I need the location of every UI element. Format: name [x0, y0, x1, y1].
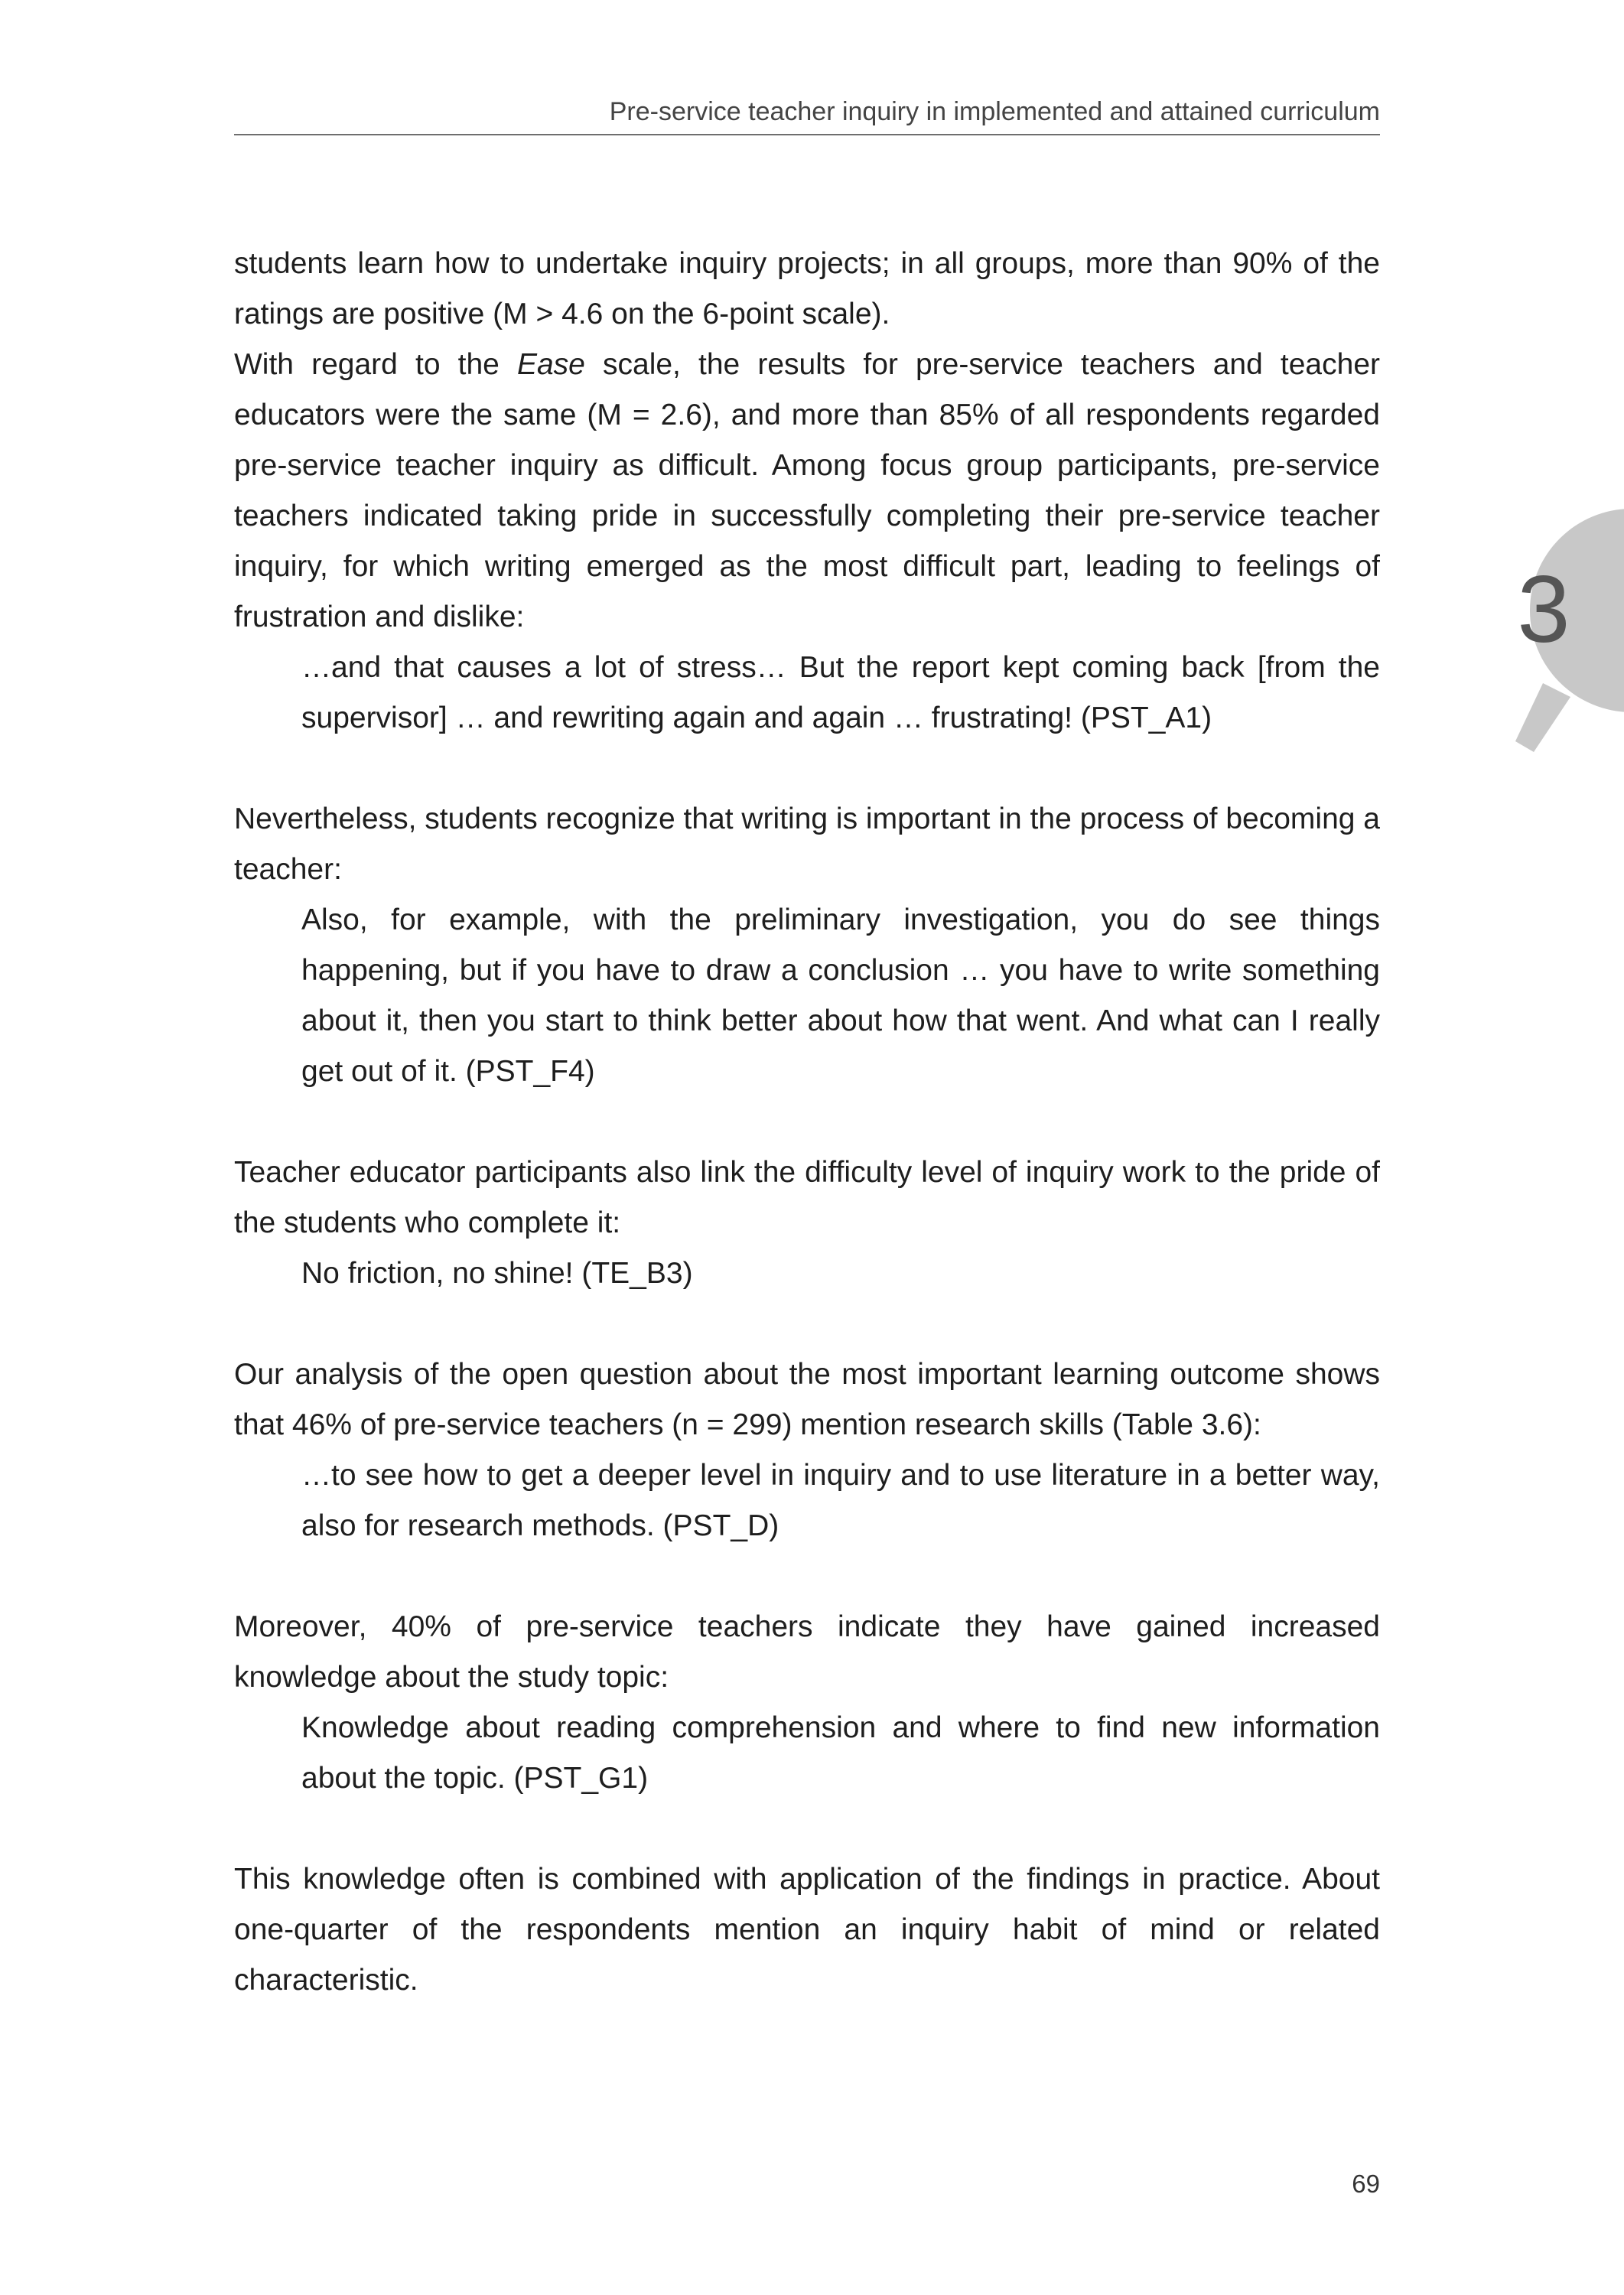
- header-rule: [234, 134, 1380, 135]
- quote-pst-g1: Knowledge about reading comprehension and where to find new information about the topic. (PST_G1): [301, 1711, 1380, 1795]
- paragraph-ease-scale-lead: With regard to the: [234, 348, 517, 381]
- paragraph-continuation: students learn how to undertake inquiry projects; in all groups, more than 90% of the ratings are positive (M > 4.6 on the 6-point scale).: [234, 247, 1380, 330]
- paragraph-writing-importance: Nevertheless, students recognize that writing is important in the process of becoming a teacher:: [234, 802, 1380, 886]
- running-header: Pre-service teacher inquiry in implemented and attained curriculum: [609, 97, 1380, 126]
- ease-emphasis: Ease: [516, 348, 585, 381]
- paragraph-ease-scale-rest: scale, the results for pre-service teachers and teacher educators were the same (M = 2.6), and more than 85% of all respondents regarded pre-service teacher inquiry as difficult. Among focus group participants, pre-service teachers indicated taking pride in successfully completing their pre-service teacher inquiry, for which writing emerged as the most difficult part, leading to feelings of frustration and dislike:: [234, 348, 1380, 633]
- quote-pst-d: …to see how to get a deeper level in inquiry and to use literature in a better way, also for research methods. (PST_D): [301, 1459, 1380, 1542]
- quote-pst-f4: Also, for example, with the preliminary investigation, you do see things happening, but if you have to draw a conclusion … you have to write something about it, then you start to think better about how that went. And what can I really get out of it. (PST_F4): [301, 903, 1380, 1088]
- body-text: [234, 239, 1380, 2006]
- page-number: 69: [1352, 2170, 1380, 2198]
- chapter-number: 3: [1517, 557, 1570, 662]
- quote-te-b3: No friction, no shine! (TE_B3): [301, 1257, 693, 1290]
- paragraph-learning-outcome: Our analysis of the open question about the most important learning outcome shows that 46% of pre-service teachers (n = 299) mention research skills (Table 3.6):: [234, 1358, 1380, 1441]
- chapter-tab-handle: [1515, 683, 1570, 752]
- paragraph-application: This knowledge often is combined with application of the findings in practice. About one-quarter of the respondents mention an inquiry habit of mind or related characteristic.: [234, 1863, 1380, 1997]
- paragraph-knowledge-gain: Moreover, 40% of pre-service teachers indicate they have gained increased knowledge about the study topic:: [234, 1610, 1380, 1694]
- quote-pst-a1: …and that causes a lot of stress… But the report kept coming back [from the supervisor] … and rewriting again and again … frustrating! (PST_A1): [301, 651, 1380, 734]
- paragraph-ease-scale: [234, 340, 1380, 643]
- paragraph-teacher-educators: Teacher educator participants also link the difficulty level of inquiry work to the pride of the students who complete it:: [234, 1156, 1380, 1239]
